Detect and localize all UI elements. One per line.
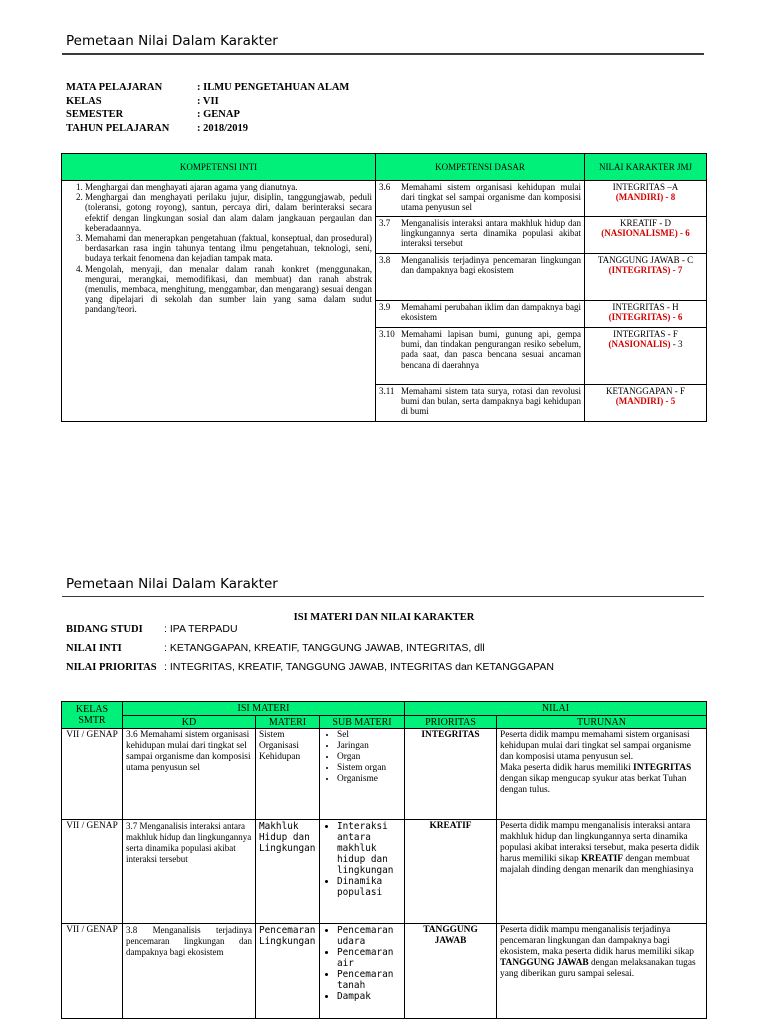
info-value: : IPA TERPADU: [164, 623, 238, 635]
kd-cell: 3.8 Menganalisis terjadinya pencemaran lingkungan dan dampaknya bagi ekosistem: [123, 924, 256, 1019]
sub-materi-list: [323, 925, 401, 1002]
section-title: ISI MATERI DAN NILAI KARAKTER: [293, 612, 475, 623]
kd-cell: [376, 301, 585, 328]
header-sub-materi: SUB MATERI: [320, 716, 405, 729]
nilai-secondary: (NASIONALIS): [608, 339, 671, 350]
list-item: • Sistem organ: [337, 763, 401, 774]
header-prioritas: PRIORITAS: [405, 716, 497, 729]
info-row: [66, 623, 238, 635]
list-item: • Organ: [337, 752, 401, 763]
turunan-cell: [497, 729, 707, 820]
list-item: • Pencemaran udara: [337, 925, 401, 947]
table-row: [62, 820, 707, 924]
materi-cell: Pencemaran Lingkungan: [256, 924, 320, 1019]
meta-label: TAHUN PELAJARAN: [66, 122, 170, 134]
turunan-text: dengan membuat majalah dinding dengan menarik dan menghiasinya: [500, 854, 694, 875]
meta-label: KELAS: [66, 95, 102, 107]
info-label: NILAI PRIORITAS: [66, 662, 157, 673]
info-value: : KETANGGAPAN, KREATIF, TANGGUNG JAWAB, INTEGRITAS, dll: [164, 642, 485, 654]
turunan-text: Peserta didik mampu menganalisis terjadinya pencemaran lingkungan dan dampaknya bagi ekosistem, maka peserta didik harus memiliki sikap: [500, 925, 694, 957]
info-row: [66, 642, 485, 654]
kd-cell: [376, 254, 585, 301]
kd-text: Menganalisis terjadinya pencemaran lingkungan dan dampaknya bagi ekosistem: [401, 255, 581, 276]
kd-cell: 3.6 Memahami sistem organisasi kehidupan mulai dari tingkat sel sampai organisme dan komposisi utama penyusun sel: [123, 729, 256, 820]
materi-cell: Makhluk Hidup dan Lingkungan: [256, 820, 320, 924]
list-item: 4. Mengolah, menyaji, dan menalar dalam ranah konkret (menggunakan, mengurai, merangkai, memodifikasi, dan membuat) dan ranah abstrak (menulis, membaca, menghitung, menggambar, dan mengarang) sesuai dengan yang dipelajari di sekolah dan sumber lain yang sama dalam sudut pandang/teori.: [85, 264, 372, 315]
nilai-primary: INTEGRITAS - H: [612, 302, 679, 312]
kd-cell: [376, 385, 585, 422]
kd-cell: [376, 217, 585, 254]
meta-label: SEMESTER: [66, 109, 124, 121]
materi-table: [61, 701, 707, 1019]
nilai-secondary: (MANDIRI) - 8: [615, 192, 676, 203]
nilai-secondary: (MANDIRI) - 5: [615, 396, 676, 407]
page-heading: Pemetaan Nilai Dalam Karakter: [66, 576, 278, 592]
kd-number: 3.6: [379, 182, 391, 192]
nilai-secondary: (INTEGRITAS) - 7: [608, 265, 683, 276]
turunan-text: dengan melaksanakan tugas yang diberikan guru sampai selesai.: [500, 958, 696, 979]
list-item: • Pencemaran tanah: [337, 969, 401, 991]
header-kelas: KELAS SMTR: [62, 702, 123, 729]
kd-number: 3.9: [379, 302, 391, 312]
turunan-value: INTEGRITAS: [633, 763, 692, 773]
turunan-text: Peserta didik mampu menganalisis interaksi antara makhluk hidup dan lingkungannya serta dinamika populasi akibat interaksi tersebut, maka peserta didik harus memiliki sikap: [500, 821, 700, 864]
prioritas-cell: KREATIF: [405, 820, 497, 924]
meta-value: : GENAP: [197, 109, 240, 121]
list-item: • Dampak: [337, 991, 401, 1002]
list-item: • Jaringan: [337, 741, 401, 752]
meta-value: : ILMU PENGETAHUAN ALAM: [197, 82, 350, 93]
list-item: 1. Menghargai dan menghayati ajaran agama yang dianutnya.: [85, 182, 372, 192]
nilai-primary: INTEGRITAS –A: [612, 182, 679, 192]
header-isi-materi: ISI MATERI: [123, 702, 405, 716]
kelas-cell: VII / GENAP: [62, 820, 123, 924]
heading-rule: [62, 53, 704, 55]
meta-value: : 2018/2019: [197, 122, 249, 134]
nilai-cell: [585, 217, 707, 254]
nilai-primary: INTEGRITAS - F: [613, 329, 678, 339]
nilai-secondary: (NASIONALISME) - 6: [601, 228, 690, 239]
prioritas-cell: INTEGRITAS: [405, 729, 497, 820]
heading-rule: [62, 596, 704, 597]
meta-label: MATA PELAJARAN: [66, 82, 163, 93]
kd-number: 3.10: [379, 329, 395, 339]
kd-text: Memahami perubahan iklim dan dampaknya bagi ekosistem: [401, 302, 581, 323]
sub-materi-cell: [320, 729, 405, 820]
list-item: • Dinamika populasi: [337, 876, 401, 898]
header-nilai: NILAI: [405, 702, 707, 716]
nilai-secondary: (INTEGRITAS) - 6: [608, 312, 683, 323]
list-item: • Interaksi antara makhluk hidup dan lingkungan: [337, 821, 401, 876]
list-item: • Organisme: [337, 774, 401, 785]
header-nilai-karakter: NILAI KARAKTER JMJ: [585, 154, 707, 181]
turunan-text: dengan sikap mengucap syukur atas berkat Tuhan dengan tulus.: [500, 774, 687, 795]
kd-cell: 3.7 Menganalisis interaksi antara makhluk hidup dan lingkungannya serta dinamika populasi akibat interaksi tersebut: [123, 820, 256, 924]
header-materi: MATERI: [256, 716, 320, 729]
table-row: [62, 924, 707, 1019]
kd-text: Memahami sistem tata surya, rotasi dan revolusi bumi dan bulan, serta dampaknya bagi kehidupan di bumi: [401, 386, 581, 417]
page-heading: Pemetaan Nilai Dalam Karakter: [66, 33, 278, 49]
kd-number: 3.11: [379, 386, 395, 396]
nilai-cell: [585, 254, 707, 301]
nilai-suffix: - 3: [670, 339, 683, 350]
kd-text: Memahami lapisan bumi, gunung api, gempa bumi, dan tindakan pengurangan resiko sebelum, pada saat, dan pasca bencana sesuai ancaman bencana di daerahnya: [401, 329, 581, 370]
turunan-cell: [497, 820, 707, 924]
list-item: 3. Memahami dan menerapkan pengetahuan (faktual, konseptual, dan prosedural) berdasarkan rasa ingin tahunya tentang ilmu pengetahuan, teknologi, seni, budaya terkait fenomena dan kejadian tampak mata.: [85, 233, 372, 264]
prioritas-cell: TANGGUNG JAWAB: [405, 924, 497, 1019]
info-value: : INTEGRITAS, KREATIF, TANGGUNG JAWAB, INTEGRITAS dan KETANGGAPAN: [164, 661, 554, 673]
nilai-cell: [585, 181, 707, 217]
sub-materi-cell: [320, 924, 405, 1019]
kelas-cell: VII / GENAP: [62, 729, 123, 820]
list-item: • Sel: [337, 730, 401, 741]
table-row: [62, 729, 707, 820]
turunan-value: KREATIF: [580, 854, 624, 864]
meta-value: : VII: [197, 95, 219, 107]
turunan-text: Maka peserta didik harus memiliki: [500, 763, 634, 773]
nilai-cell: [585, 385, 707, 422]
list-item: • Pencemaran air: [337, 947, 401, 969]
kelas-cell: VII / GENAP: [62, 924, 123, 1019]
header-kd: KD: [123, 716, 256, 729]
materi-cell: Sistem Organisasi Kehidupan: [256, 729, 320, 820]
info-label: BIDANG STUDI: [66, 624, 143, 635]
nilai-primary: TANGGUNG JAWAB - C: [597, 255, 694, 265]
kd-text: Memahami sistem organisasi kehidupan mulai dari tingkat sel sampai organisme dan komposisi utama penyusun sel: [401, 182, 581, 213]
sub-materi-cell: [320, 820, 405, 924]
kd-text: Menganalisis interaksi antara makhluk hidup dan lingkungannya serta dinamika populasi akibat interaksi tersebut: [401, 218, 581, 249]
sub-materi-list: [323, 821, 401, 898]
sub-materi-list: [323, 730, 401, 785]
turunan-value: TANGGUNG JAWAB: [500, 958, 589, 968]
kompetensi-inti-cell: [62, 181, 376, 422]
kompetensi-inti-list: [65, 182, 372, 315]
kd-cell: [376, 181, 585, 217]
nilai-primary: KETANGGAPAN - F: [606, 386, 685, 396]
info-row: [66, 661, 554, 673]
nilai-primary: KREATIF - D: [620, 218, 671, 228]
kompetensi-table: [61, 153, 707, 422]
nilai-cell: [585, 328, 707, 385]
turunan-cell: [497, 924, 707, 1019]
header-kompetensi-dasar: KOMPETENSI DASAR: [376, 154, 585, 181]
info-label: NILAI INTI: [66, 643, 122, 654]
kd-number: 3.7: [379, 218, 391, 228]
turunan-text: Peserta didik mampu memahami sistem organisasi kehidupan mulai dari tingkat sel sampai organisme dan komposisi utama penyusun sel.: [500, 730, 691, 762]
list-item: 2. Menghargai dan menghayati perilaku jujur, disiplin, tanggungjawab, peduli (toleransi, gotong royong), santun, percaya diri, dalam berinteraksi secara efektif dengan lingkungan sosial dan alam dalam jangkauan pergaulan dan keberadaannya.: [85, 192, 372, 233]
nilai-cell: [585, 301, 707, 328]
kd-number: 3.8: [379, 255, 391, 265]
kd-cell: [376, 328, 585, 385]
header-kompetensi-inti: KOMPETENSI INTI: [62, 154, 376, 181]
header-turunan: TURUNAN: [497, 716, 707, 729]
document-meta: [66, 81, 349, 135]
